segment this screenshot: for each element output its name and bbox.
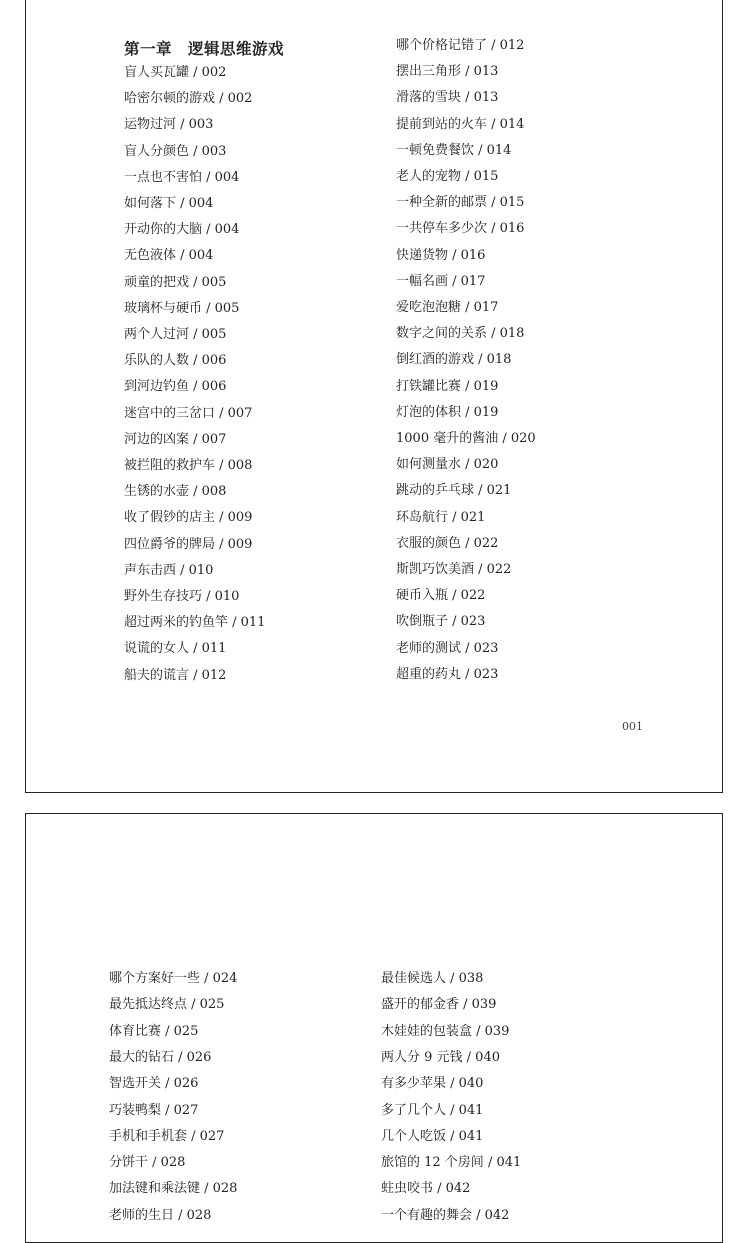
toc-entry: 河边的凶案 / 007 bbox=[124, 431, 227, 447]
toc-entry: 有多少苹果 / 040 bbox=[381, 1076, 484, 1092]
toc-entry: 一共停车多少次 / 016 bbox=[396, 221, 525, 237]
toc-entry: 打铁罐比赛 / 019 bbox=[396, 378, 499, 394]
toc-entry: 跳动的乒乓球 / 021 bbox=[396, 483, 512, 499]
toc-entry: 一点也不害怕 / 004 bbox=[124, 169, 240, 185]
toc-entry: 硬币入瓶 / 022 bbox=[396, 588, 486, 604]
toc-entry: 如何测量水 / 020 bbox=[396, 457, 499, 473]
toc-entry: 环岛航行 / 021 bbox=[396, 509, 486, 525]
toc-entry: 灯泡的体积 / 019 bbox=[396, 404, 499, 420]
toc-entry: 最佳候选人 / 038 bbox=[381, 971, 484, 986]
toc-entry: 一顿免费餐饮 / 014 bbox=[396, 142, 512, 158]
toc-entry: 摆出三角形 / 013 bbox=[396, 64, 499, 80]
book-page-1 bbox=[25, 0, 723, 793]
toc-entry: 1000 毫升的酱油 / 020 bbox=[396, 431, 536, 446]
toc-entry: 滑落的雪块 / 013 bbox=[396, 90, 499, 106]
toc-entry: 两个人过河 / 005 bbox=[124, 327, 227, 342]
toc-entry: 一幅名画 / 017 bbox=[396, 273, 486, 289]
toc-entry: 最大的钻石 / 026 bbox=[109, 1049, 212, 1065]
toc-entry: 声东击西 / 010 bbox=[124, 562, 214, 578]
toc-entry: 老人的宠物 / 015 bbox=[396, 169, 499, 184]
toc-entry: 盲人买瓦罐 / 002 bbox=[124, 65, 227, 80]
toc-entry: 数字之间的关系 / 018 bbox=[396, 326, 525, 342]
toc-entry: 迷宫中的三岔口 / 007 bbox=[124, 405, 253, 421]
toc-entry: 说谎的女人 / 011 bbox=[124, 641, 227, 657]
toc-entry: 哪个方案好一些 / 024 bbox=[109, 971, 238, 986]
toc-entry: 几个人吃饭 / 041 bbox=[381, 1128, 484, 1144]
toc-entry: 无色液体 / 004 bbox=[124, 248, 214, 264]
toc-entry: 船夫的谎言 / 012 bbox=[124, 667, 227, 683]
toc-entry: 吹倒瓶子 / 023 bbox=[396, 614, 486, 630]
toc-entry: 提前到站的火车 / 014 bbox=[396, 116, 525, 132]
book-page-2 bbox=[25, 813, 723, 1243]
toc-entry: 老师的生日 / 028 bbox=[109, 1207, 212, 1223]
toc-entry: 顽童的把戏 / 005 bbox=[124, 274, 227, 290]
toc-entry: 蛀虫咬书 / 042 bbox=[381, 1181, 471, 1197]
toc-entry: 最先抵达终点 / 025 bbox=[109, 997, 225, 1013]
toc-entry: 被拦阻的救护车 / 008 bbox=[124, 458, 253, 473]
toc-entry: 手机和手机套 / 027 bbox=[109, 1128, 225, 1144]
toc-entry: 两人分 9 元钱 / 040 bbox=[381, 1049, 500, 1065]
toc-entry: 盲人分颜色 / 003 bbox=[124, 143, 227, 159]
toc-entry: 衣服的颜色 / 022 bbox=[396, 535, 499, 551]
toc-entry: 智选开关 / 026 bbox=[109, 1076, 199, 1092]
toc-entry: 分饼干 / 028 bbox=[109, 1155, 186, 1171]
toc-entry: 哈密尔顿的游戏 / 002 bbox=[124, 91, 253, 107]
toc-entry: 爱吃泡泡糖 / 017 bbox=[396, 300, 499, 315]
toc-entry: 倒红酒的游戏 / 018 bbox=[396, 352, 512, 368]
toc-entry: 一个有趣的舞会 / 042 bbox=[381, 1207, 510, 1223]
toc-entry: 如何落下 / 004 bbox=[124, 196, 214, 211]
toc-entry: 超重的药丸 / 023 bbox=[396, 666, 499, 682]
toc-entry: 多了几个人 / 041 bbox=[381, 1102, 484, 1118]
toc-entry: 超过两米的钓鱼竿 / 011 bbox=[124, 615, 266, 631]
toc-entry: 一种全新的邮票 / 015 bbox=[396, 195, 525, 211]
toc-entry: 野外生存技巧 / 010 bbox=[124, 589, 240, 604]
toc-entry: 旅馆的 12 个房间 / 041 bbox=[381, 1155, 522, 1171]
toc-entry: 哪个价格记错了 / 012 bbox=[396, 38, 525, 53]
toc-entry: 快递货物 / 016 bbox=[396, 247, 486, 263]
toc-entry: 斯凯巧饮美酒 / 022 bbox=[396, 562, 512, 577]
toc-entry: 运物过河 / 003 bbox=[124, 117, 214, 133]
toc-entry: 玻璃杯与硬币 / 005 bbox=[124, 300, 240, 316]
toc-entry: 生锈的水壶 / 008 bbox=[124, 484, 227, 500]
toc-entry: 木娃娃的包装盒 / 039 bbox=[381, 1023, 510, 1039]
toc-entry: 加法键和乘法键 / 028 bbox=[109, 1181, 238, 1197]
chapter-title: 第一章 逻辑思维游戏 bbox=[124, 39, 285, 58]
page-number: 001 bbox=[622, 720, 643, 733]
toc-entry: 盛开的郁金香 / 039 bbox=[381, 997, 497, 1013]
toc-entry: 四位爵爷的牌局 / 009 bbox=[124, 536, 253, 552]
toc-entry: 乐队的人数 / 006 bbox=[124, 353, 227, 369]
toc-entry: 巧装鸭梨 / 027 bbox=[109, 1102, 199, 1118]
toc-entry: 到河边钓鱼 / 006 bbox=[124, 379, 227, 395]
toc-entry: 体育比赛 / 025 bbox=[109, 1023, 199, 1039]
toc-entry: 收了假钞的店主 / 009 bbox=[124, 510, 253, 526]
toc-entry: 开动你的大脑 / 004 bbox=[124, 222, 240, 238]
toc-entry: 老师的测试 / 023 bbox=[396, 640, 499, 656]
